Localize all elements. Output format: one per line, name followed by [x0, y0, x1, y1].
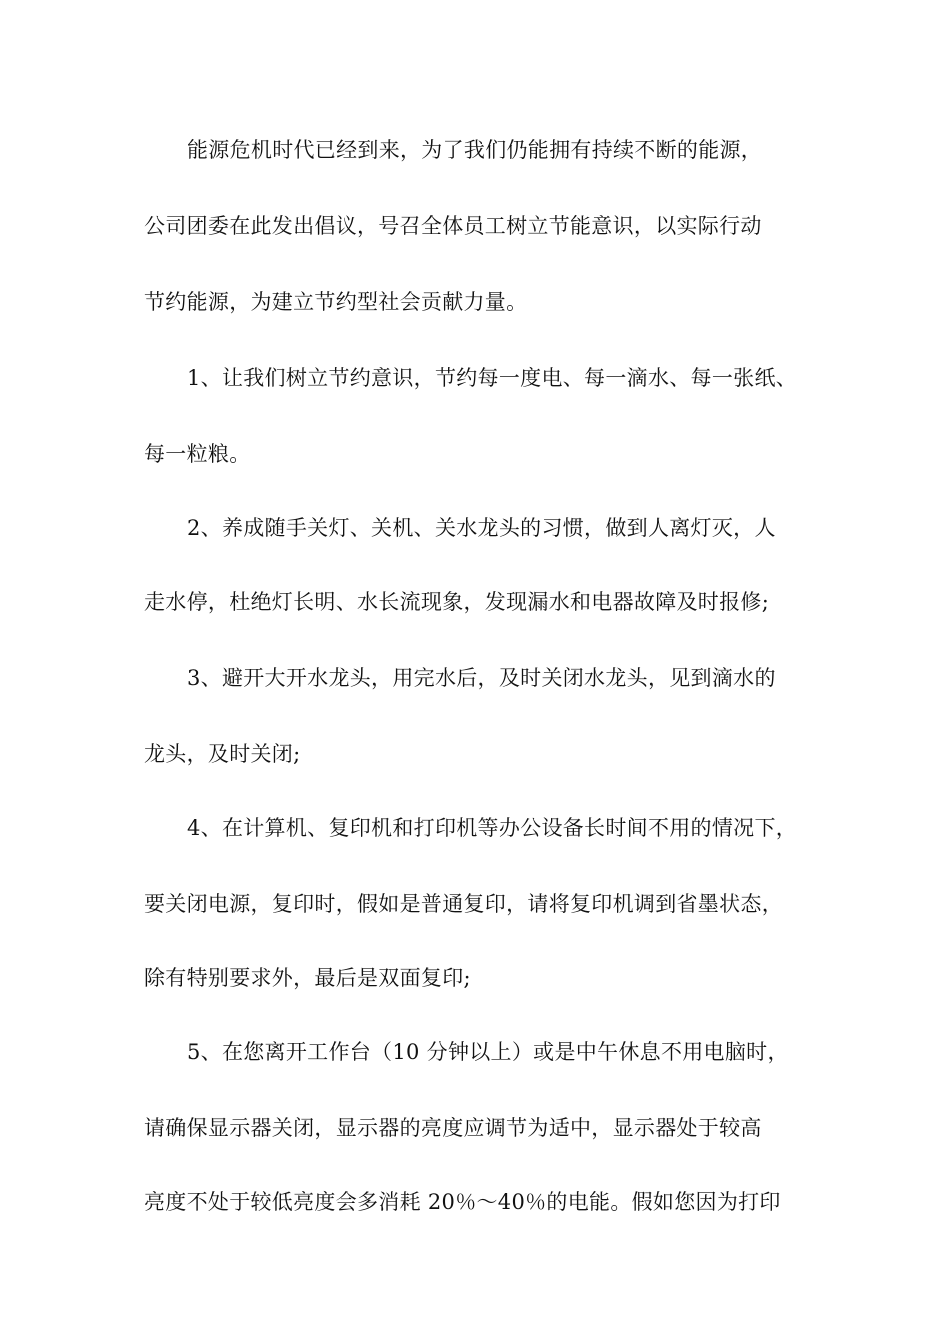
- item-5-line-2: 请确保显示器关闭，显示器的亮度应调节为适中，显示器处于较高: [144, 1116, 762, 1140]
- item-4-line-2: 要关闭电源，复印时，假如是普通复印，请将复印机调到省墨状态，: [144, 892, 783, 916]
- item-2-line-2: 走水停，杜绝灯长明、水长流现象，发现漏水和电器故障及时报修;: [144, 590, 770, 614]
- paragraph-1-line-3: 节约能源，为建立节约型社会贡献力量。: [144, 290, 528, 314]
- item-2-line-1: 2、养成随手关灯、关机、关水龙头的习惯，做到人离灯灭，人: [187, 516, 776, 540]
- item-3-line-1: 3、避开大开水龙头，用完水后，及时关闭水龙头，见到滴水的: [187, 666, 776, 690]
- item-1-line-1: 1、让我们树立节约意识，节约每一度电、每一滴水、每一张纸、: [187, 366, 798, 390]
- item-4-line-3: 除有特别要求外，最后是双面复印;: [144, 966, 471, 990]
- paragraph-1-line-2: 公司团委在此发出倡议，号召全体员工树立节能意识，以实际行动: [144, 214, 762, 238]
- item-4-line-1: 4、在计算机、复印机和打印机等办公设备长时间不用的情况下，: [187, 816, 798, 840]
- item-5-line-1: 5、在您离开工作台（10 分钟以上）或是中午休息不用电脑时，: [187, 1040, 789, 1064]
- item-5-line-3: 亮度不处于较低亮度会多消耗 20％～40％的电能。假如您因为打印: [144, 1190, 781, 1214]
- paragraph-1-line-1: 能源危机时代已经到来，为了我们仍能拥有持续不断的能源，: [187, 138, 763, 162]
- item-3-line-2: 龙头，及时关闭;: [144, 742, 301, 766]
- item-1-line-2: 每一粒粮。: [144, 442, 251, 466]
